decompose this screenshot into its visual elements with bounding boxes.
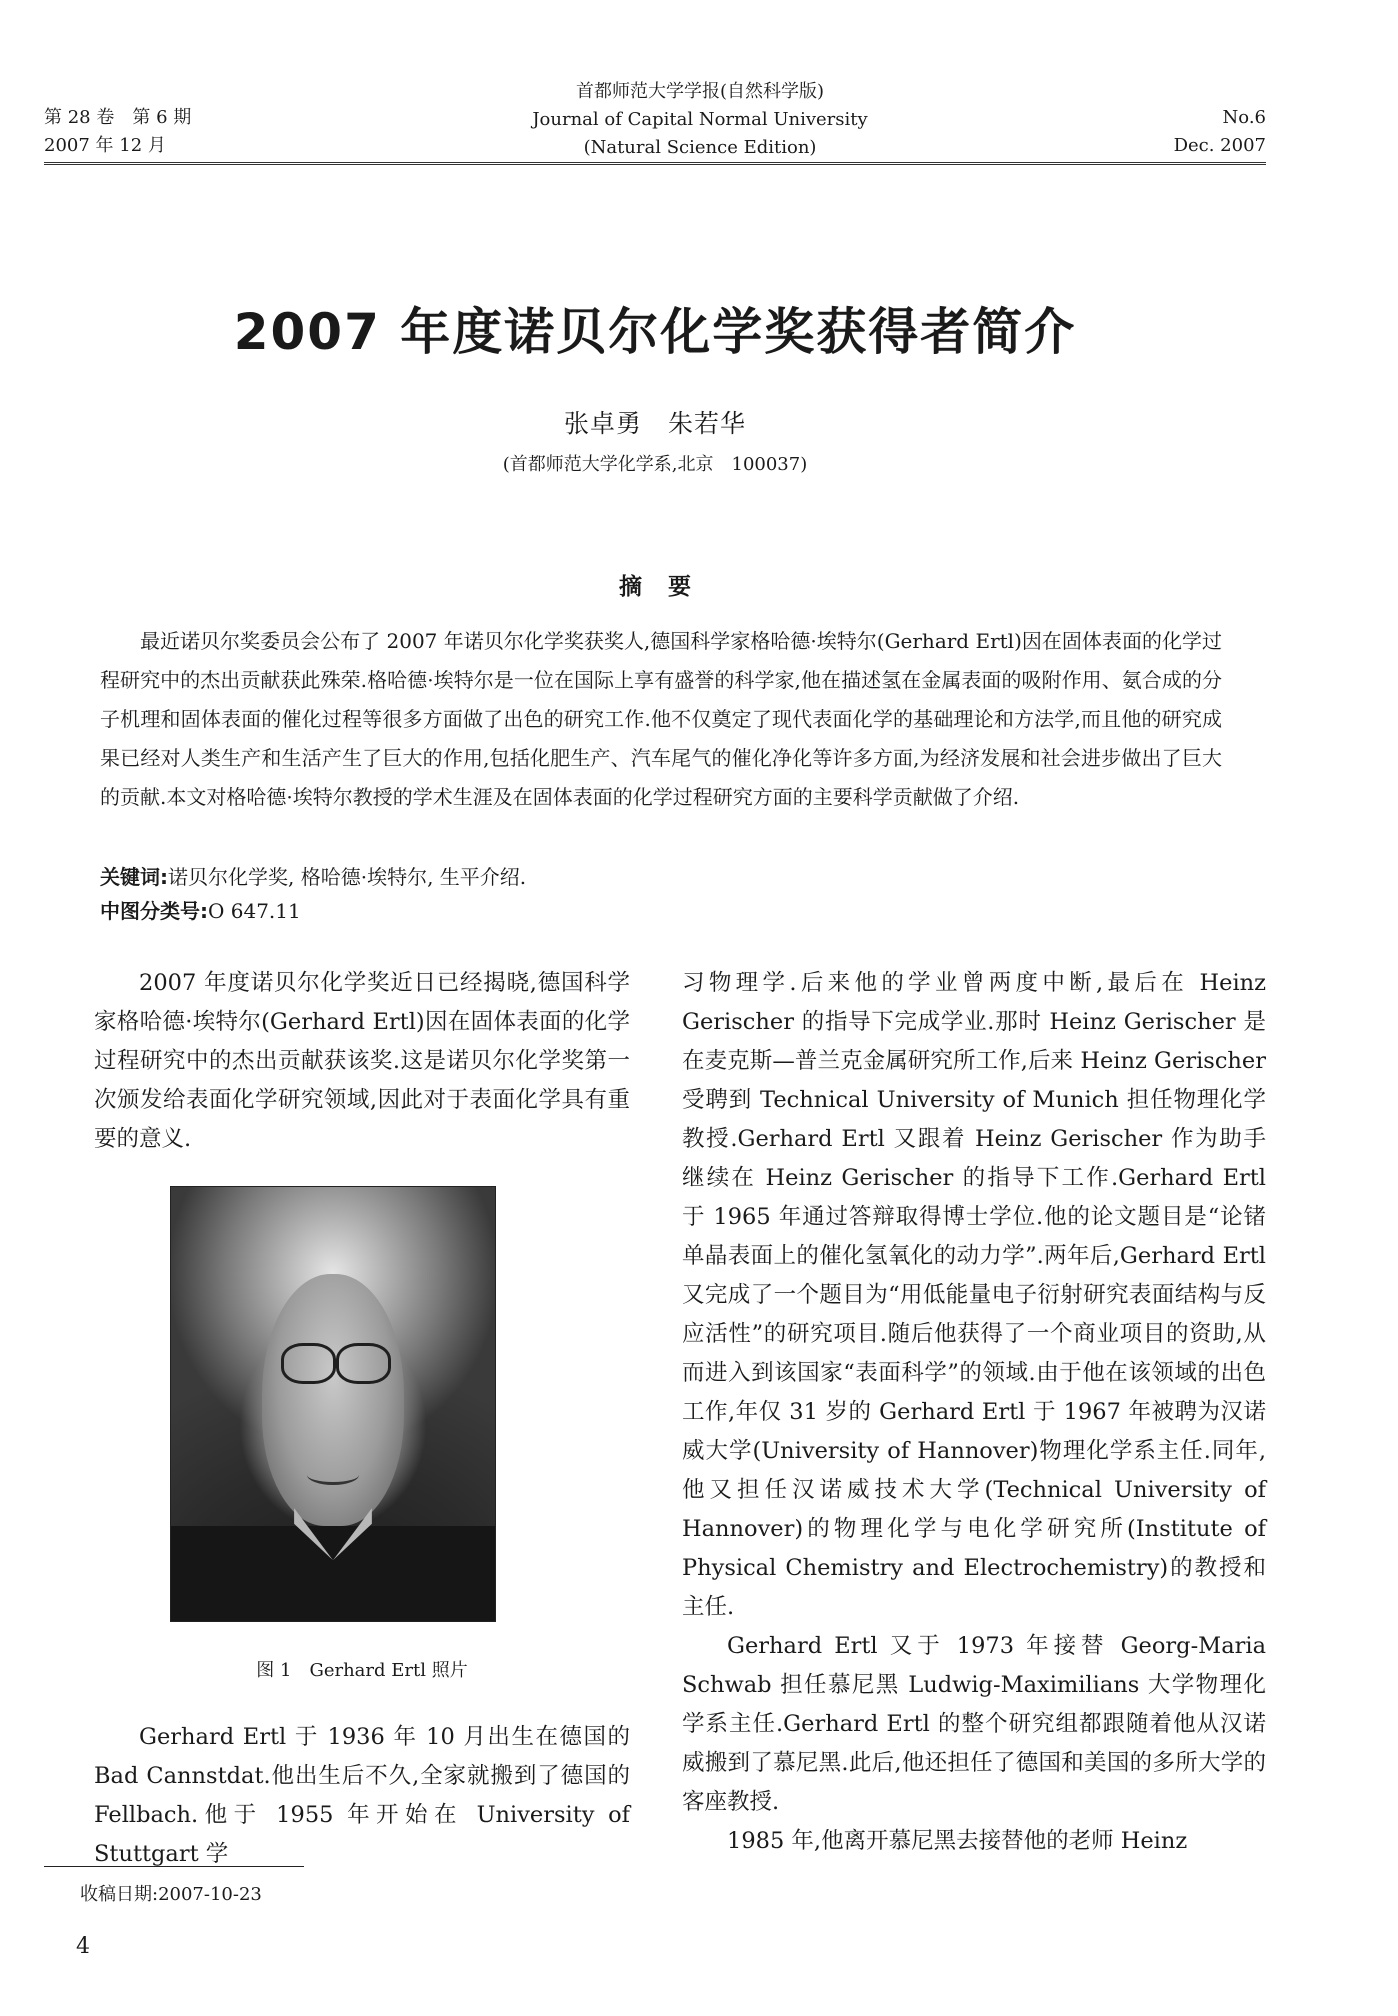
- header-rule: [44, 162, 1266, 165]
- portrait-mouth: [307, 1465, 359, 1485]
- journal-name-block: [400, 78, 1000, 162]
- abstract-text: 最近诺贝尔奖委员会公布了 2007 年诺贝尔化学奖获奖人,德国科学家格哈德·埃特尔(Gerhard Ertl)因在固体表面的化学过程研究中的杰出贡献获此殊荣.格哈德·埃特尔是一位在国际上享有盛誉的科学家,他在描述氢在金属表面的吸附作用、氨合成的分子机理和固体表面的催化过程等很多方面做了出色的研究工作.他不仅奠定了现代表面化学的基础理论和方法学,而且他的研究成果已经对人类生产和生活产生了巨大的作用,包括化肥生产、汽车尾气的催化净化等许多方面,为经济发展和社会进步做出了巨大的贡献.本文对格哈德·埃特尔教授的学术生涯及在固体表面的化学过程研究方面的主要科学贡献做了介绍.: [100, 629, 1222, 809]
- issue-date-en: Dec. 2007: [1173, 135, 1266, 156]
- berlin-paragraph: 1985 年,他离开慕尼黑去接替他的老师 Heinz: [727, 1828, 1188, 1854]
- keywords: 诺贝尔化学奖, 格哈德·埃特尔, 生平介绍.: [168, 865, 527, 889]
- received-date: 收稿日期:2007-10-23: [80, 1884, 262, 1905]
- portrait-face: [262, 1274, 405, 1526]
- left-column-top: [94, 964, 630, 1159]
- keywords-line: [100, 860, 1222, 894]
- education-paragraph: 习物理学.后来他的学业曾两度中断,最后在 Heinz Gerischer 的指导下完成学业.那时 Heinz Gerischer 是在麦克斯—普兰克金属研究所工作,后来 Heinz Gerischer 受聘到 Technical University of Munich 担任物理化学教授.Gerhard Ertl 又跟着 Heinz Gerischer 作为助手继续在 Heinz Gerischer 的指导下工作.Gerhard Ertl 于 1965 年通过答辩取得博士学位.他的论文题目是“论锗单晶表面上的催化氢氧化的动力学”.两年后,Gerhard Ertl 又完成了一个题目为“用低能量电子衍射研究表面结构与反应活性”的研究项目.随后他获得了一个商业项目的资助,从而进入到该国家“表面科学”的领域.由于他在该领域的出色工作,年仅 31 岁的 Gerhard Ertl 于 1967 年被聘为汉诺威大学(University of Hannover)物理化学系主任.同年,他又担任汉诺威技术大学(Technical University of Hannover)的物理化学与电化学研究所(Institute of Physical Chemistry and Electrochemistry)的教授和主任.: [682, 970, 1266, 1620]
- keywords-label: 关键词:: [100, 865, 168, 889]
- page-number: 4: [76, 1934, 90, 1959]
- footnote-rule: [44, 1866, 304, 1867]
- author-affiliation: (首都师范大学化学系,北京 100037): [502, 454, 808, 475]
- issue-date: 2007 年 12 月: [44, 135, 166, 156]
- article-title: 2007 年度诺贝尔化学奖获得者简介: [233, 303, 1077, 361]
- volume-issue: 第 28 卷 第 6 期: [44, 107, 192, 128]
- munich-paragraph: Gerhard Ertl 又于 1973 年接替 Georg-Maria Schwab 担任慕尼黑 Ludwig-Maximilians 大学物理化学系主任.Gerhard Ertl 的整个研究组都跟随着他从汉诺威搬到了慕尼黑.此后,他还担任了德国和美国的多所大学的客座教授.: [682, 1633, 1266, 1815]
- right-column: [682, 964, 1266, 1861]
- portrait-glasses-left: [281, 1343, 336, 1384]
- journal-edition: (Natural Science Edition): [583, 137, 817, 158]
- classification-code: O 647.11: [208, 899, 301, 923]
- left-column-bottom: [94, 1718, 630, 1874]
- journal-volume-issue: [44, 104, 191, 160]
- journal-number-date: [1174, 104, 1266, 160]
- article-authors: 张卓勇 朱若华: [563, 409, 746, 438]
- portrait-glasses-right: [336, 1343, 391, 1384]
- classification-line: [100, 894, 1222, 928]
- figure-caption: 图 1 Gerhard Ertl 照片: [256, 1660, 468, 1681]
- journal-name-zh: 首都师范大学学报(自然科学版): [575, 81, 825, 102]
- classification-label: 中图分类号:: [100, 899, 208, 923]
- journal-name-en: Journal of Capital Normal University: [532, 109, 868, 130]
- portrait-photo: [170, 1186, 496, 1622]
- abstract-heading: 摘要: [619, 574, 717, 600]
- intro-paragraph: 2007 年度诺贝尔化学奖近日已经揭晓,德国科学家格哈德·埃特尔(Gerhard Ertl)因在固体表面的化学过程研究中的杰出贡献获该奖.这是诺贝尔化学奖第一次颁发给表面化学研究领域,因此对于表面化学具有重要的意义.: [94, 970, 630, 1152]
- biography-paragraph: Gerhard Ertl 于 1936 年 10 月出生在德国的 Bad Cannstdat.他出生后不久,全家就搬到了德国的 Fellbach.他于 1955 年开始在 University of Stuttgart 学: [94, 1724, 630, 1867]
- issue-number: No.6: [1222, 107, 1266, 128]
- portrait-jacket: [171, 1526, 495, 1621]
